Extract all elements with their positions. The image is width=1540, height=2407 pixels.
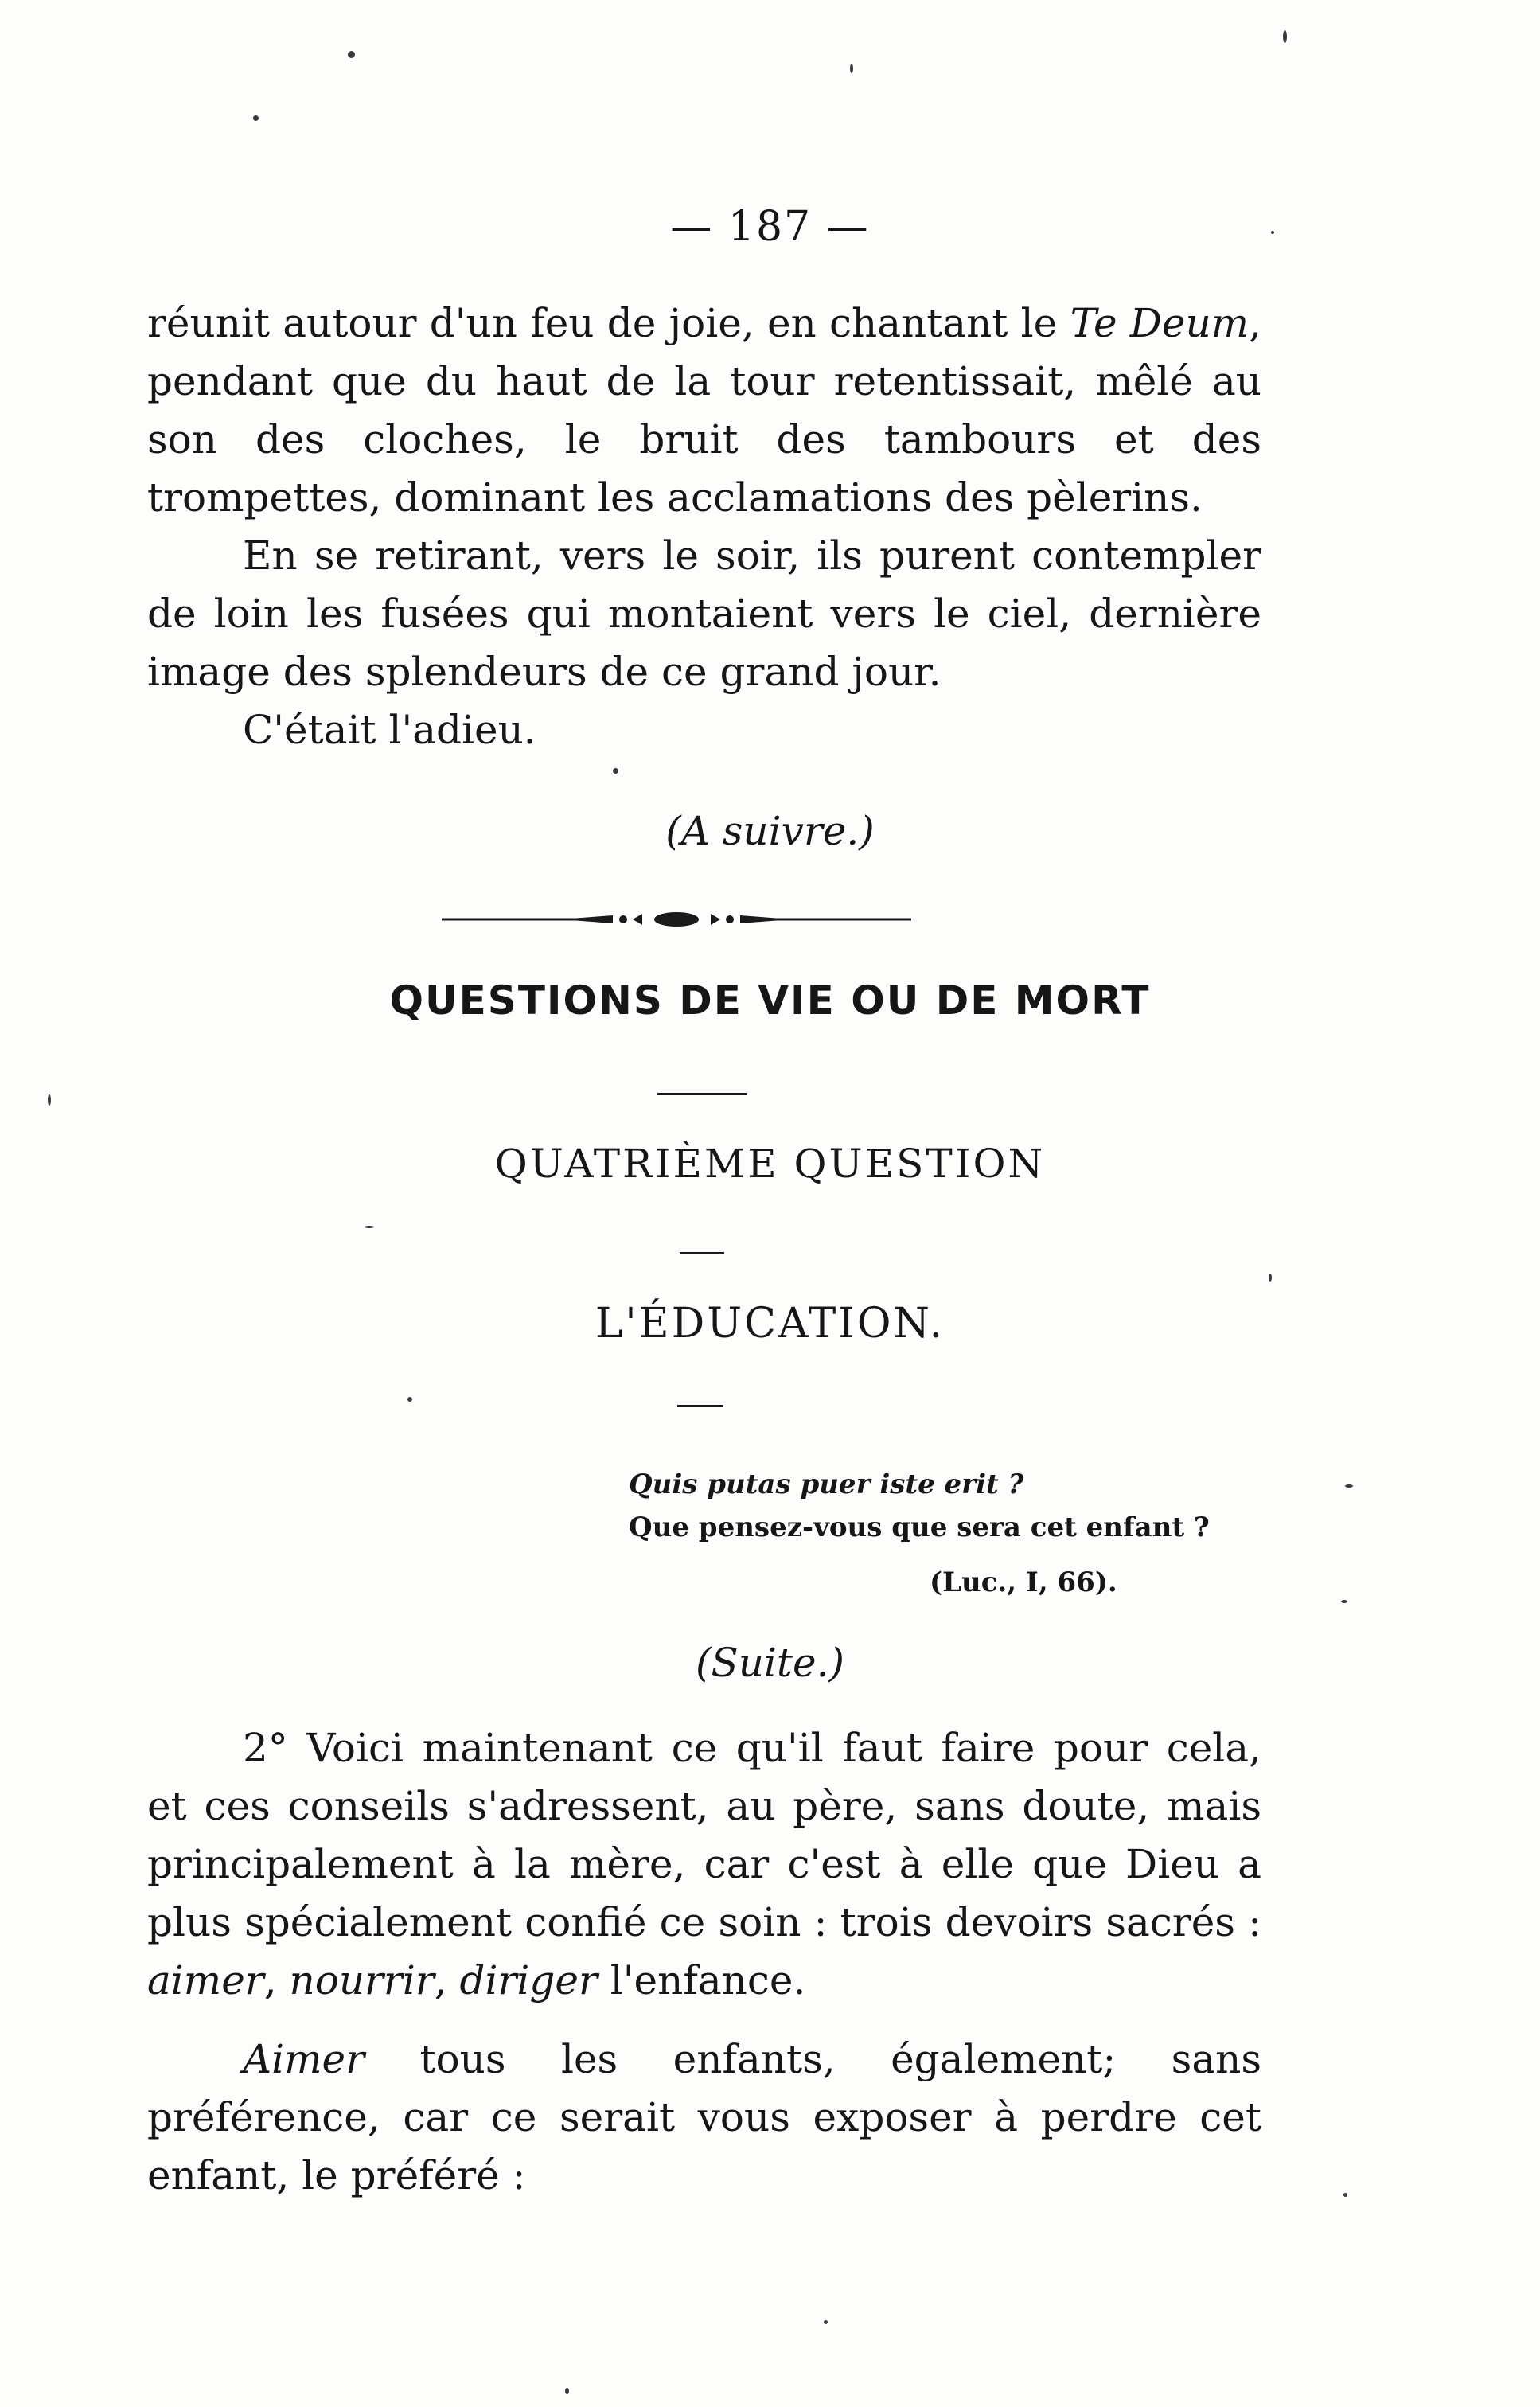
italic-nourrir: nourrir [289, 1957, 435, 2003]
scan-speck [1283, 30, 1287, 43]
paragraph-text: l'enfance. [597, 1957, 806, 2003]
paragraph-text: , [263, 1957, 290, 2003]
scan-speck [1343, 2193, 1347, 2197]
paragraph-text: 2° Voici maintenant ce qu'il faut faire pour cela, et ces conseils s'adressent, au père, sans doute, mais principalement à la mère, car c'est à elle que Dieu a plus spécialement confié ce soin : trois devoirs sacrés : [147, 1725, 1261, 1945]
epigraph-french: Que pensez-vous que sera cet enfant ? [629, 1512, 1210, 1543]
education-text-block [147, 1719, 1261, 2205]
paragraph-text: , pendant que du haut de la tour retentissait, mêlé au son des cloches, le bruit des tambours et des trompettes, dominant les acclamations des pèlerins. [147, 300, 1261, 521]
italic-aimer: Aimer [243, 2036, 365, 2082]
epigraph [629, 1463, 1210, 1549]
scan-speck [407, 1397, 412, 1402]
section-title: L'ÉDUCATION. [595, 1300, 945, 1348]
scan-speck [1341, 1600, 1347, 1603]
continued-text-block [147, 295, 1261, 759]
scan-speck [613, 768, 618, 774]
scan-speck [365, 1226, 374, 1228]
scan-speck [48, 1094, 51, 1106]
scan-speck [1345, 1484, 1353, 1488]
scan-speck [565, 2388, 569, 2394]
article-subtitle: QUATRIÈME QUESTION [494, 1141, 1046, 1187]
ornamental-divider [442, 907, 911, 931]
te-deum-italic: Te Deum [1070, 300, 1250, 346]
scan-speck [1269, 1274, 1272, 1282]
ornament-taper-left [561, 915, 613, 923]
to-be-continued: (A suivre.) [665, 808, 875, 854]
epigraph-latin: Quis putas puer iste erit ? [629, 1469, 1024, 1500]
italic-aimer: aimer [147, 1957, 264, 2003]
ornament-arrow [711, 914, 720, 925]
page-number: — 187 — [670, 203, 870, 251]
title-rule [657, 1093, 747, 1095]
scan-speck [850, 64, 853, 73]
subtitle-rule [680, 1252, 724, 1254]
paragraph-fireworks: En se retirant, vers le soir, ils purent contempler de loin les fusées qui montaient vers le ciel, dernière image des splendeurs de ce grand jour. [147, 533, 1261, 695]
scan-speck [1271, 231, 1274, 234]
scan-speck [824, 2320, 828, 2324]
scan-speck [253, 115, 259, 121]
italic-diriger: diriger [459, 1957, 598, 2003]
ornament-center [654, 912, 699, 927]
section-rule [677, 1405, 723, 1407]
paragraph-text: tous les enfants, également; sans préférence, car ce serait vous exposer à perdre cet enfant, le préféré : [147, 2036, 1261, 2198]
paragraph-adieu: C'était l'adieu. [243, 707, 536, 753]
paragraph-text: , [434, 1957, 460, 2003]
article-title: QUESTIONS DE VIE OU DE MORT [389, 977, 1151, 1024]
continuation-label: (Suite.) [695, 1640, 845, 1686]
ornament-dot [726, 915, 734, 923]
paragraph-text: réunit autour d'un feu de joie, en chantant le [147, 300, 1070, 346]
paragraph-love [147, 2031, 1261, 2205]
epigraph-citation: (Luc., I, 66). [930, 1566, 1117, 1598]
paragraph-duties [147, 1719, 1261, 2010]
scan-speck [348, 51, 355, 58]
ornament-arrow [633, 914, 642, 925]
ornament-dot [619, 915, 627, 923]
paragraph-celebration [147, 295, 1261, 527]
